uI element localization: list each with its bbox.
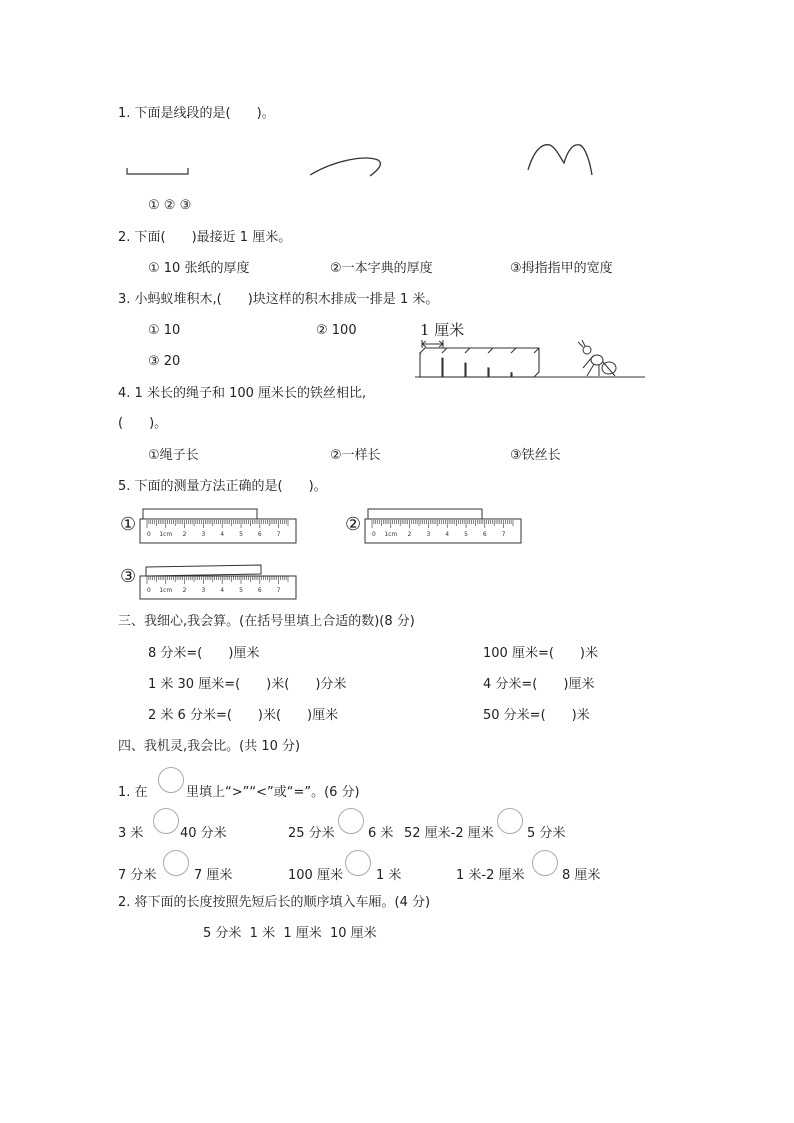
q2-stem: 2. 下面( )最接近 1 厘米。 — [118, 230, 292, 245]
compare-1c-right: 5 分米 — [527, 826, 566, 841]
ruler-tick-label: 7 — [276, 531, 281, 538]
q3-stem: 3. 小蚂蚁堆积木,( )块这样的积木排成一排是 1 米。 — [118, 292, 439, 307]
ruler-tick-label: 1cm — [384, 531, 398, 538]
q4-option-1: ①绳子长 — [148, 448, 199, 463]
compare-2c-right: 8 厘米 — [562, 868, 601, 883]
q2-option-1: ① 10 张纸的厚度 — [148, 261, 250, 276]
section4-q1-stem-b: 里填上“>”“<”或“=”。(6 分) — [186, 785, 360, 800]
ruler-tick-label: 0 — [147, 587, 151, 594]
q2-option-3: ③拇指指甲的宽度 — [510, 261, 613, 276]
section3-item-6: 50 分米=( )米 — [483, 708, 590, 723]
section3-item-2: 100 厘米=( )米 — [483, 646, 598, 661]
q5-ruler-1 — [140, 508, 300, 544]
q1-stem: 1. 下面是线段的是( )。 — [118, 106, 275, 121]
q1-figure-arch — [520, 135, 600, 180]
compare-1b-circle[interactable] — [338, 808, 364, 834]
compare-2b-circle[interactable] — [345, 850, 371, 876]
q5-mark-1: ① — [120, 514, 137, 535]
section3-item-3: 1 米 30 厘米=( )米( )分米 — [148, 677, 347, 692]
q2-option-2: ②一本字典的厚度 — [330, 261, 433, 276]
q5-mark-2: ② — [345, 514, 362, 535]
compare-1c-circle[interactable] — [497, 808, 523, 834]
ruler-tick-label: 1cm — [159, 587, 173, 594]
ruler-tick-label: 3 — [201, 531, 206, 538]
q5-ruler-2 — [365, 508, 525, 544]
ruler-tick-label: 6 — [257, 531, 262, 538]
ruler-tick-label: 7 — [276, 587, 281, 594]
ruler-tick-label: 4 — [445, 531, 450, 538]
section3-item-4: 4 分米=( )厘米 — [483, 677, 595, 692]
q1-figure-line-segment — [120, 165, 200, 181]
q3-option-2: ② 100 — [316, 323, 357, 338]
compare-2b-left: 100 厘米 — [288, 868, 343, 883]
ruler-tick-label: 2 — [182, 531, 187, 538]
q5-ruler-3 — [140, 564, 300, 600]
compare-1c-left: 52 厘米-2 厘米 — [404, 826, 494, 841]
section3-heading: 三、我细心,我会算。(在括号里填上合适的数)(8 分) — [118, 614, 415, 629]
ruler-tick-label: 3 — [426, 531, 431, 538]
compare-2a-left: 7 分米 — [118, 868, 157, 883]
section4-heading: 四、我机灵,我会比。(共 10 分) — [118, 739, 301, 754]
compare-2a-circle[interactable] — [163, 850, 189, 876]
q5-mark-3: ③ — [120, 566, 137, 587]
compare-1b-right: 6 米 — [368, 826, 394, 841]
ruler-tick-label: 5 — [464, 531, 468, 538]
ruler-tick-label: 2 — [407, 531, 412, 538]
q1-figure-curve — [300, 150, 400, 190]
q3-option-3: ③ 20 — [148, 354, 181, 369]
compare-2c-left: 1 米-2 厘米 — [456, 868, 525, 883]
sample-circle-icon — [158, 767, 184, 793]
ant-icon — [578, 340, 616, 376]
ruler-tick-label: 5 — [239, 531, 243, 538]
compare-1a-right: 40 分米 — [180, 826, 227, 841]
q4-option-3: ③铁丝长 — [510, 448, 561, 463]
ruler-tick-label: 0 — [372, 531, 376, 538]
q3-figure-label: 1 厘米 — [420, 321, 465, 339]
section4-q2-stem: 2. 将下面的长度按照先短后长的顺序填入车厢。(4 分) — [118, 895, 431, 910]
section3-item-5: 2 米 6 分米=( )米( )厘米 — [148, 708, 339, 723]
compare-2a-right: 7 厘米 — [194, 868, 233, 883]
compare-1b-left: 25 分米 — [288, 826, 335, 841]
ruler-tick-label: 1cm — [159, 531, 173, 538]
section4-q2-items: 5 分米 1 米 1 厘米 10 厘米 — [203, 926, 377, 941]
ruler-tick-label: 4 — [220, 587, 225, 594]
ruler-tick-label: 6 — [482, 531, 487, 538]
q3-option-1: ① 10 — [148, 323, 181, 338]
q4-option-2: ②一样长 — [330, 448, 381, 463]
ruler-tick-label: 7 — [501, 531, 506, 538]
compare-1a-circle[interactable] — [153, 808, 179, 834]
compare-1a-left: 3 米 — [118, 826, 144, 841]
compare-2c-circle[interactable] — [532, 850, 558, 876]
ruler-tick-label: 0 — [147, 531, 151, 538]
section4-q1-stem-a: 1. 在 — [118, 785, 148, 800]
ruler-tick-label: 4 — [220, 531, 225, 538]
q5-stem: 5. 下面的测量方法正确的是( )。 — [118, 479, 327, 494]
q3-figure-blocks — [415, 338, 650, 380]
ruler-tick-label: 5 — [239, 587, 243, 594]
section3-item-1: 8 分米=( )厘米 — [148, 646, 260, 661]
ruler-tick-label: 2 — [182, 587, 187, 594]
q4-stem-line2: ( )。 — [118, 416, 168, 431]
q4-stem-line1: 4. 1 米长的绳子和 100 厘米长的铁丝相比, — [118, 386, 367, 401]
compare-2b-right: 1 米 — [376, 868, 402, 883]
ruler-tick-label: 3 — [201, 587, 206, 594]
ruler-tick-label: 6 — [257, 587, 262, 594]
q1-options: ① ② ③ — [148, 198, 192, 213]
